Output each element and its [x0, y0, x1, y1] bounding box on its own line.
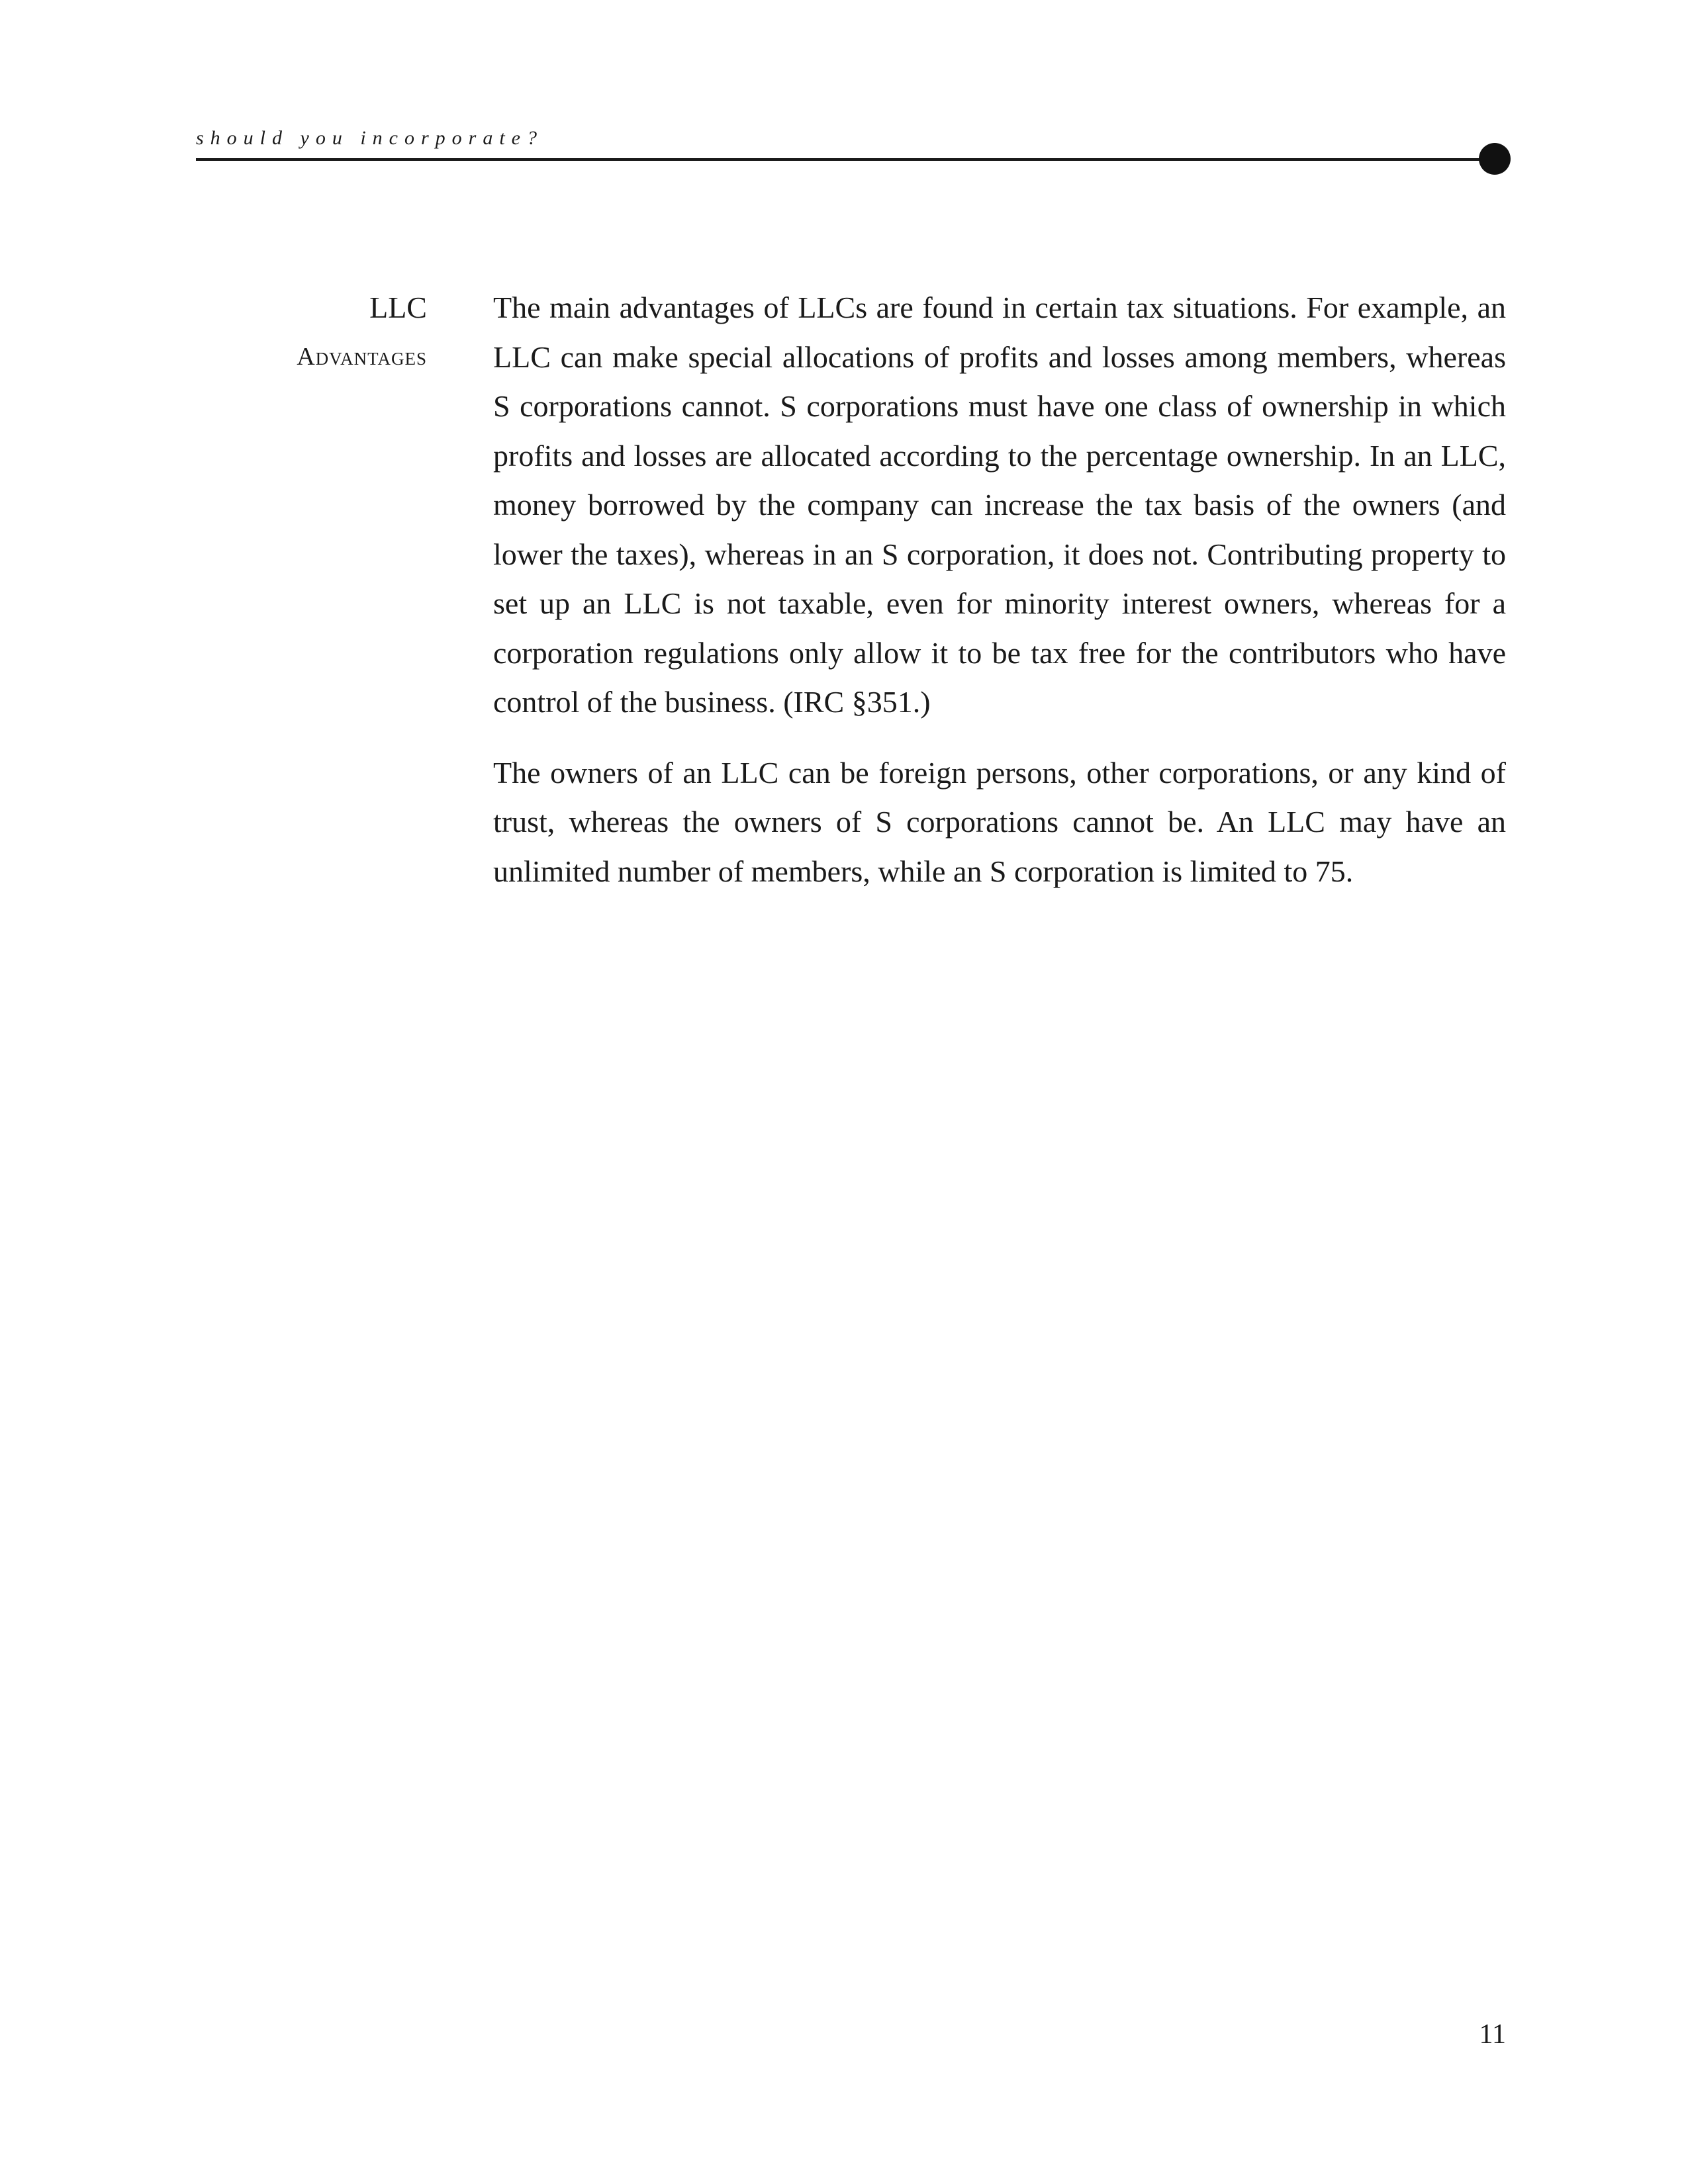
body-paragraph-1: The main advantages of LLCs are found in certain tax situations. For example, an LLC can make special allocations of profits and losses among members, whereas S corporations cannot. S corporations must have one class of ownership in which profits and losses are allocated according to the percentage ownership. In an LLC, money borrowed by the company can increase the tax basis of the owners (and lower the taxes), whereas in an S corporation, it does not. Contributing property to set up an LLC is not taxable, even for minority interest owners, whereas for a corporation regulations only allow it to be tax free for the contributors who have control of the business. (IRC §351.): [493, 291, 1506, 719]
header-rule: [196, 158, 1505, 161]
side-heading: [199, 283, 427, 381]
page-number: 11: [1479, 2019, 1506, 2050]
body-paragraph-2: The owners of an LLC can be foreign persons, other corporations, or any kind of trust, whereas the owners of S corporations cannot be. An LLC may have an unlimited number of members, while an S corporation is limited to 75.: [493, 755, 1506, 888]
side-heading-line-1: LLC: [369, 291, 427, 324]
running-header-title: should you incorporate?: [196, 127, 543, 149]
body-text: [493, 283, 1506, 917]
side-heading-line-2: Advantages: [297, 343, 427, 371]
header-bullet-dot: [1479, 143, 1511, 175]
